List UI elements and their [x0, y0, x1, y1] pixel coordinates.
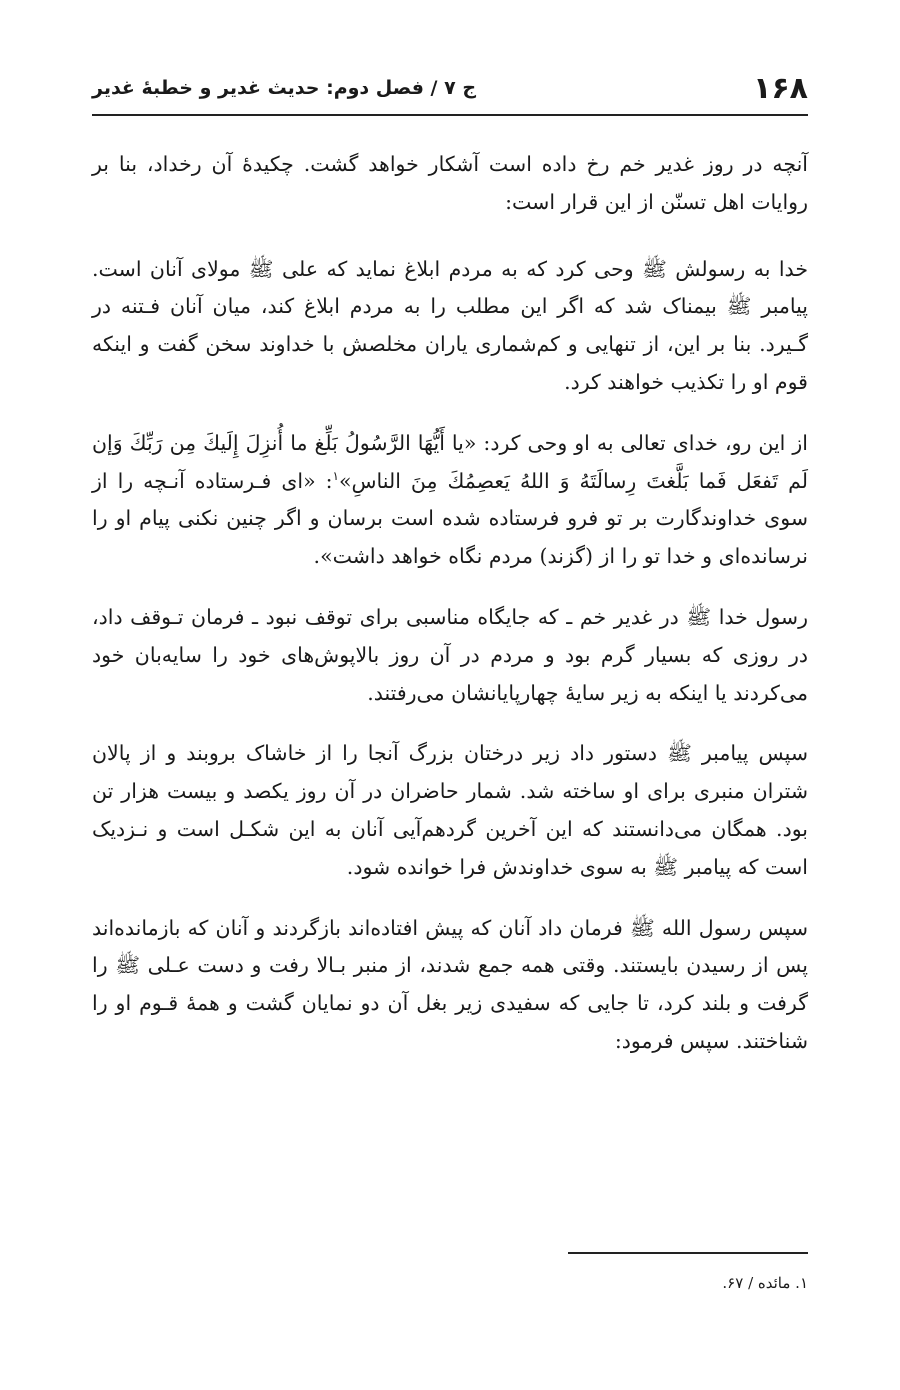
paragraph-6: سپس رسول الله ﷺ فرمان داد آنان که پیش افتاده‌اند بازگردند و آنان که بازمانده‌اند پس از رسیدن بایستند. وقتی همه جمع شدند، از منبر بـالا رفت و دست عـلی ﷺ را گرفت و بلند کرد، تا جایی که سفیدی زیر بغل آن دو نمایان گشت و همهٔ قـوم او را شناختند. سپس فرمود:	[92, 915, 808, 1053]
page-number: ۱۶۸	[753, 70, 808, 106]
paragraph-3	[92, 425, 808, 576]
footnote-divider	[568, 1252, 808, 1254]
footnote: ۱. مائده / ۶۷.	[722, 1274, 808, 1292]
footnote-marker: ۱	[332, 468, 339, 483]
paragraph-5: سپس پیامبر ﷺ دستور داد زیر درختان بزرگ آنجا را از خاشاک بروبند و از پالان شتران منبری برای او ساخته شد. شمار حاضران در آن روز یکصد و بیست هزار تن بود. همگان می‌دانستند که این آخرین گردهم‌آیی آنان به این شکـل است و نـزدیک است که پیامبر ﷺ به سوی خداوندش فرا خوانده شود.	[92, 741, 809, 879]
page-header	[92, 62, 808, 116]
quran-verse: از این رو، خدای تعالی به او وحی کرد: «یا أَیُّهَا الرَّسُولُ بَلِّغ ما أُنزِلَ إِلَیكَ مِن رَبِّكَ وَإن لَم تَفعَل فَما بَلَّغتَ رِسالَتَهُ وَ اللهُ یَعصِمُكَ مِنَ الناسِ»	[92, 430, 808, 493]
paragraph-2: خدا به رسولش ﷺ وحی کرد که به مردم ابلاغ نماید که علی ﷺ مولای آنان است. پیامبر ﷺ بیمناک شد که اگر این مطلب را به مردم ابلاغ کند، میان آنان فـتنه در گـیرد. بنا بر این، از تنهایی و کم‌شماری یاران مخلصش با خداوند سخن گفت و اینکه قوم او را تکذیب خواهند کرد.	[92, 256, 808, 394]
book-page	[92, 0, 808, 1390]
body-text	[92, 146, 808, 1084]
paragraph-1: آنچه در روز غدیر خم رخ داده است آشکار خواهد گشت. چکیدهٔ آن رخداد، بنا بر روایات اهل تسنّن از این قرار است:	[92, 152, 808, 214]
paragraph-4: رسول خدا ﷺ در غدیر خم ـ که جایگاه مناسبی برای توقف نبود ـ فرمان تـوقف داد، در روزی که بسیار گرم بود و مردم در آن روز بالاپوش‌های خود را سایه‌بان خود می‌کردند یا اینکه به زیر سایهٔ چهارپایانشان می‌رفتند.	[92, 604, 808, 705]
verse-translation: : «ای فـرستاده آنـچه را از سوی خداوندگارت بر تو فرو فرستاده شده است برسان و اگر چنین نکنی پیام او را نرسانده‌ای و خدا تو را از (گزند) مردم نگاه خواهد داشت».	[92, 468, 808, 569]
running-head: ج ۷ / فصل دوم: حدیث غدیر و خطبهٔ غدیر	[92, 77, 477, 99]
